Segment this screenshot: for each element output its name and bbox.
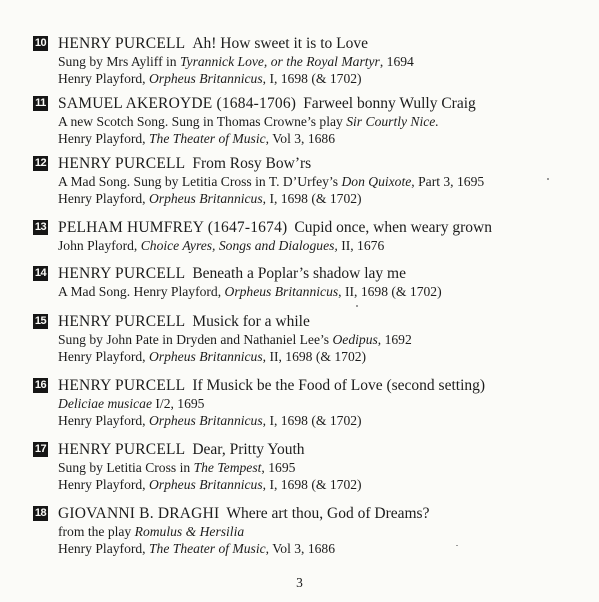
text-run: , I, 1698 (& 1702) [262,477,362,492]
text-run: , Vol 3, 1686 [265,541,336,556]
track-detail-line [58,283,442,300]
track-source-line [58,412,362,429]
italic-text: Orpheus Britannicus [148,191,263,206]
track-detail-line [58,113,439,130]
text-run: Henry Playford, [58,349,149,364]
composer-name: HENRY PURCELL [58,35,186,52]
text-run: , II, 1698 (& 1702) [338,284,442,299]
text-run: , II, 1698 (& 1702) [262,349,367,364]
track-source-line [58,476,362,493]
track-number-badge: 12 [34,157,47,169]
text-run: Sung by John Pate in Dryden and Nathaniel Lee’s [58,332,333,347]
text-run: , 1692 [377,332,412,347]
composer-name: PELHAM HUMFREY (1647-1674) [58,219,288,236]
track-number-badge: 16 [34,379,47,391]
track-title [58,504,429,523]
text-run: , 1694 [379,54,414,69]
track-detail-line [58,395,204,412]
italic-text: Orpheus Britannicus [148,413,263,428]
track-title [58,264,406,283]
text-run: A Mad Song. Sung by Letitia Cross in T. D’Urfey’s [58,174,342,189]
track-number-badge: 14 [34,267,47,279]
track-source-line [58,190,362,207]
track-detail-line [58,331,412,348]
track-detail-line [58,523,244,540]
work-title: Dear, Pritty Youth [192,441,305,458]
track-title [58,218,492,237]
italic-text: The Tempest [193,460,262,475]
composer-name: HENRY PURCELL [58,441,186,458]
track-detail-line [58,237,384,254]
italic-text: Deliciae musicae [58,396,152,411]
text-run: John Playford, [58,238,141,253]
track-title [58,154,311,173]
text-run: II, 1676 [337,238,385,253]
text-run: Henry Playford, [58,541,149,556]
work-title: Farweel bonny Wully Craig [303,95,476,112]
italic-text: Orpheus Britannicus [148,477,263,492]
text-run: Henry Playford, [58,477,149,492]
italic-text: Orpheus Britannicus [148,349,263,364]
page-number: 3 [296,575,303,590]
text-run: A new Scotch Song. Sung in Thomas Crowne’s play [58,114,347,129]
track-detail-line [58,173,484,190]
track-number-badge: 13 [34,221,47,233]
composer-name: SAMUEL AKEROYDE (1684-1706) [58,95,297,112]
text-run: , Vol 3, 1686 [265,131,336,146]
work-title: If Musick be the Food of Love (second setting) [192,377,486,394]
work-title: Beneath a Poplar’s shadow lay me [192,265,406,282]
print-speck [456,545,458,546]
text-run: , I, 1698 (& 1702) [262,413,362,428]
italic-text: The Theater of Music [148,131,266,146]
text-run: Sung by Letitia Cross in [58,460,194,475]
italic-text: Don Quixote [341,174,412,189]
track-title [58,312,310,331]
text-run: A Mad Song. Henry Playford, [58,284,225,299]
work-title: From Rosy Bow’rs [192,155,312,172]
italic-text: Oedipus [332,332,378,347]
track-title [58,376,485,395]
italic-text: Sir Courtly Nice. [346,114,439,129]
composer-name: HENRY PURCELL [58,377,186,394]
track-detail-line [58,53,414,70]
track-title [58,34,368,53]
track-source-line [58,130,335,147]
text-run: Henry Playford, [58,191,149,206]
text-run: from the play [58,524,135,539]
italic-text: The Theater of Music [148,541,266,556]
composer-name: GIOVANNI B. DRAGHI [58,505,220,522]
italic-text: Tyrannick Love, or the Royal Martyr [180,54,380,69]
track-source-line [58,540,335,557]
text-run: Sung by Mrs Ayliff in [58,54,180,69]
track-source-line [58,348,366,365]
work-title: Ah! How sweet it is to Love [192,35,368,52]
track-number-badge: 17 [34,443,47,455]
text-run: Henry Playford, [58,71,149,86]
track-number-badge: 11 [33,96,48,111]
italic-text: Orpheus Britannicus [148,71,263,86]
track-title [58,94,476,113]
text-run: Henry Playford, [58,413,149,428]
composer-name: HENRY PURCELL [58,313,186,330]
track-source-line [58,70,362,87]
italic-text: Orpheus Britannicus [224,284,339,299]
composer-name: HENRY PURCELL [58,155,186,172]
text-run: , 1695 [261,460,296,475]
italic-text: Choice Ayres, Songs and Dialogues, [140,238,338,253]
track-title [58,440,305,459]
composer-name: HENRY PURCELL [58,265,186,282]
work-title: Musick for a while [192,313,310,330]
track-detail-line [58,459,295,476]
work-title: Where art thou, God of Dreams? [226,505,430,522]
text-run: , Part 3, 1695 [411,174,485,189]
track-number-badge: 18 [34,507,47,519]
track-number-badge: 10 [34,37,47,49]
print-speck [356,305,358,307]
text-run: , I, 1698 (& 1702) [262,71,362,86]
italic-text: Romulus & Hersilia [134,524,245,539]
track-number-badge: 15 [34,315,47,327]
print-speck [547,178,549,180]
text-run: Henry Playford, [58,131,149,146]
work-title: Cupid once, when weary grown [294,219,492,236]
text-run: , I, 1698 (& 1702) [262,191,362,206]
text-run: I/2, 1695 [152,396,205,411]
